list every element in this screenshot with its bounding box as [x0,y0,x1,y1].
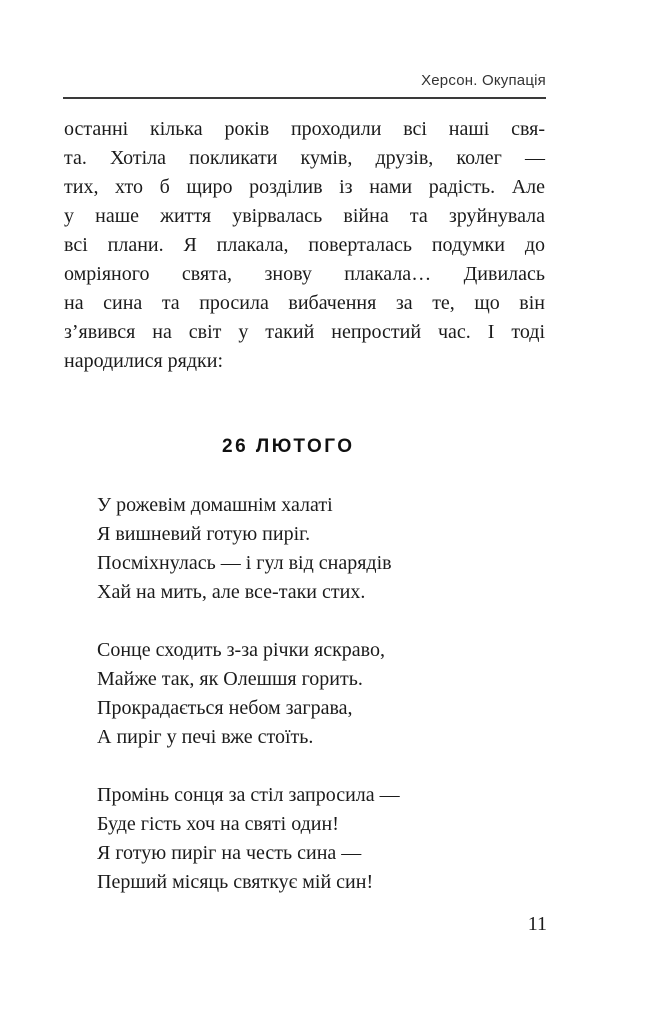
poem-line: Сонце сходить з-за річки яскраво, [97,639,385,661]
poem-line: У рожевім домашнім халаті [97,494,333,516]
page-number: 11 [527,913,547,935]
poem-line: Посміхнулась — і гул від снарядів [97,552,392,574]
prose-line: на сина та просила вибачення за те, що він [64,292,545,314]
prose-line: останні кілька років проходили всі наші свя- [64,118,545,140]
prose-line: з’явився на світ у такий непростий час. І тоді [64,321,545,343]
poem-line: Я вишневий готую пиріг. [97,523,311,545]
poem-line: Промінь сонця за стіл запросила — [97,784,400,806]
poem [97,491,557,926]
poem-line: Я готую пиріг на честь сина — [97,842,362,864]
running-header-text: Херсон. Окупація [421,72,546,89]
poem-stanza [97,781,557,897]
poem-line: А пиріг у печі вже стоїть. [97,726,314,748]
poem-line: Буде гість хоч на святі один! [97,813,339,835]
poem-stanza [97,636,557,752]
prose-line: тих, хто б щиро розділив із нами радість. Але [64,176,545,198]
running-header [63,72,546,99]
poem-stanza [97,491,557,607]
prose-line: народилися рядки: [64,350,223,372]
poem-line: Перший місяць святкує мій син! [97,871,374,893]
poem-line: Майже так, як Олешшя горить. [97,668,363,690]
prose-line: у наше життя увірвалась війна та зруйнувала [64,205,545,227]
prose-line: омріяного свята, знову плакала… Дивилась [64,263,545,285]
poem-title: 26 ЛЮТОГО [222,436,355,457]
prose-line: та. Хотіла покликати кумів, друзів, колег — [64,147,545,169]
prose-paragraph [64,115,545,376]
poem-line: Прокрадається небом заграва, [97,697,353,719]
prose-line: всі плани. Я плакала, поверталась подумки до [64,234,545,256]
poem-line: Хай на мить, але все-таки стих. [97,581,366,603]
